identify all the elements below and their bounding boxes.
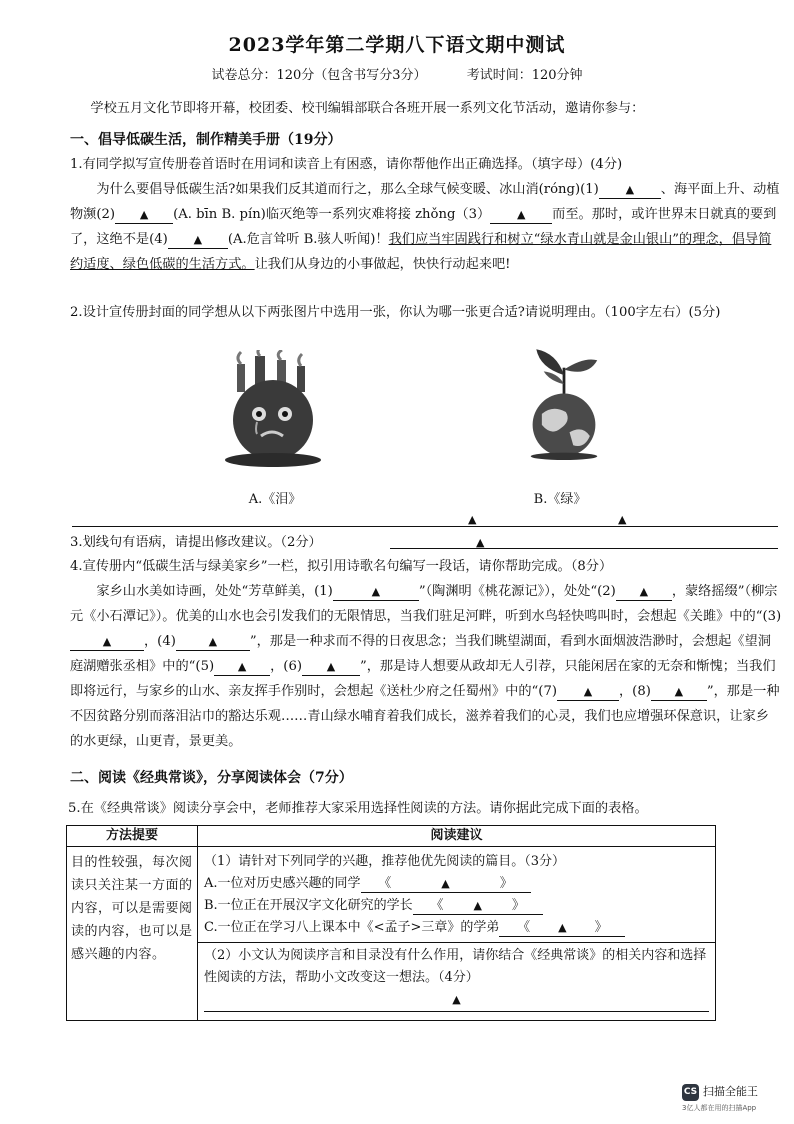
answer-blank[interactable]: ▲ [302,659,360,676]
answer-blank[interactable]: 《 ▲ 》 [499,920,625,937]
total-score: 试卷总分：120分（包含书写分3分） [211,68,427,83]
answer-blank[interactable]: ▲ [490,207,552,224]
scanner-watermark: CS 扫描全能王 3亿人都在用的扫描App [682,1085,758,1112]
q4-stem: 4.宣传册内“低碳生活与绿美家乡”一栏，拟引用诗歌名句编写一段话，请你帮助完成。（8分） [70,559,613,574]
exam-time: 考试时间：120分钟 [466,68,583,83]
q5-item-a: A.一位对历史感兴趣的同学 《 ▲ 》 [204,873,709,895]
answer-blank[interactable]: ▲ [333,584,419,601]
q5-item-b: B.一位正在开展汉字文化研究的学长 《 ▲ 》 [204,895,709,917]
answer-blank[interactable]: ▲ [70,634,144,651]
q3-stem: 3.划线句有语病，请提出修改建议。（2分） [70,535,322,550]
answer-blank[interactable]: ▲ [176,634,250,651]
table-header-advice: 阅读建议 [198,826,716,847]
caption-b: B.《绿》 [533,492,587,507]
section-2-heading: 二、阅读《经典常谈》，分享阅读体会（7分） [70,770,353,786]
q2-stem: 2.设计宣传册封面的同学想从以下两张图片中选用一张，你认为哪一张更合适?请说明理由。（100字左右）(5分) [70,305,721,320]
scanner-logo-icon: CS [682,1084,699,1101]
exam-info [0,64,794,83]
method-summary: 目的性较强，每次阅读只关注某一方面的内容，可以是需要阅读的内容，也可以是感兴趣的内容。 [67,847,198,1021]
q5-part-1: （1）请针对下列同学的兴趣，推荐他优先阅读的篇目。（3分） [204,854,566,869]
answer-blank[interactable]: ▲ [168,232,228,249]
answer-marker: ▲ [618,513,627,526]
q1-stem: 1.有同学拟写宣传册卷首语时在用词和读音上有困惑，请你帮他作出正确选择。（填字母）(4分) [70,157,623,172]
answer-blank[interactable]: ▲ [557,684,619,701]
reading-advice [198,847,716,1021]
answer-blank[interactable]: ▲ [599,182,661,199]
answer-blank[interactable]: ▲ [651,684,707,701]
q5-item-c: C.一位正在学习八上课本中《<孟子>三章》的学弟 《 ▲ 》 [204,917,709,939]
answer-marker: ▲ [476,536,485,549]
q4-passage: 家乡山水美如诗画，处处“芳草鲜美，(1) ▲ ”（陶渊明《桃花源记》），处处“(2) ▲ ，蒙络摇缀”（柳宗元《小石潭记》）。优美的山水也会引发我们的无限情思，当我们驻足河畔，听到水鸟轻快鸣叫时，会想起《关雎》中的“(3)▲ ，(4) ▲ ”，那是一种求而不得的日夜思念；当我们眺望湖面，看到水面烟波浩渺时，会想起《望洞庭湖赠张丞相》中的“(5) ▲ ，(6) ▲ ”，那是诗人想要从政却无人引荐，只能闲居在家的无奈和惭愧；当我们即将远行，与家乡的山水、亲友挥手作别时，会想起《送杜少府之任蜀州》中的“(7) ▲ ，(8) ▲ ”，那是一种不因贫路分别而落泪沾巾的豁达乐观……青山绿水哺育着我们成长，滋养着我们的心灵，我们也应增强环保意识，让家乡的水更绿，山更青，景更美。 [70,584,782,749]
table-header-method: 方法提要 [67,826,198,847]
underlined-sentence: 我们应当牢固践行和树立“绿水青山就是金山银山”的理念，倡导简约适度、绿色低碳的生活方式。 [70,232,772,272]
answer-blank[interactable]: ▲ [616,584,672,601]
caption-a: A.《泪》 [248,492,302,507]
answer-blank[interactable]: 《 ▲ 》 [413,898,543,915]
section-1-heading: 一、倡导低碳生活，制作精美手册（19分） [70,132,342,148]
page-title: 2023学年第二学期八下语文期中测试 [228,34,566,56]
q5-stem: 5.在《经典常谈》阅读分享会中，老师推荐大家采用选择性阅读的方法。请你据此完成下面的表格。 [68,801,648,816]
intro-text: 学校五月文化节即将开幕，校团委、校刊编辑部联合各班开展一系列文化节活动，邀请你参与： [90,101,645,116]
question-4 [70,554,782,754]
reading-table [66,825,716,1021]
q1-passage: 为什么要倡导低碳生活?如果我们反其道而行之，那么全球气候变暖、冰山消(róng)(1) ▲ 、海平面上升、动植物濒(2) ▲ (A. bīn B. pín)临灭绝等一系列灾难将接 zhǒng（3） ▲ 而至。那时，或许世界末日就真的要到了，这绝不是(4) ▲ (A.危言耸听 B.骇人听闻)！我们应当牢固践行和树立“绿水青山就是金山银山”的理念，倡导简约适度、绿色低碳的生活方式。让我们从身边的小事做起，快快行动起来吧! [70,182,780,272]
q5-part-2: （2）小文认为阅读序言和目录没有什么作用，请你结合《经典常谈》的相关内容和选择性阅读的方法，帮助小文改变这一想法。（4分） ▲ [198,942,715,1012]
answer-marker: ▲ [468,513,477,526]
question-1 [70,152,780,277]
answer-blank[interactable]: ▲ [115,207,173,224]
answer-line-q3[interactable] [390,548,778,549]
green-earth-image [504,340,624,460]
answer-line-q2[interactable] [72,526,778,527]
answer-line-q5[interactable] [204,1011,709,1012]
answer-blank[interactable]: 《 ▲ 》 [361,876,531,893]
answer-blank[interactable]: ▲ [214,659,270,676]
polluted-earth-image [215,350,335,470]
